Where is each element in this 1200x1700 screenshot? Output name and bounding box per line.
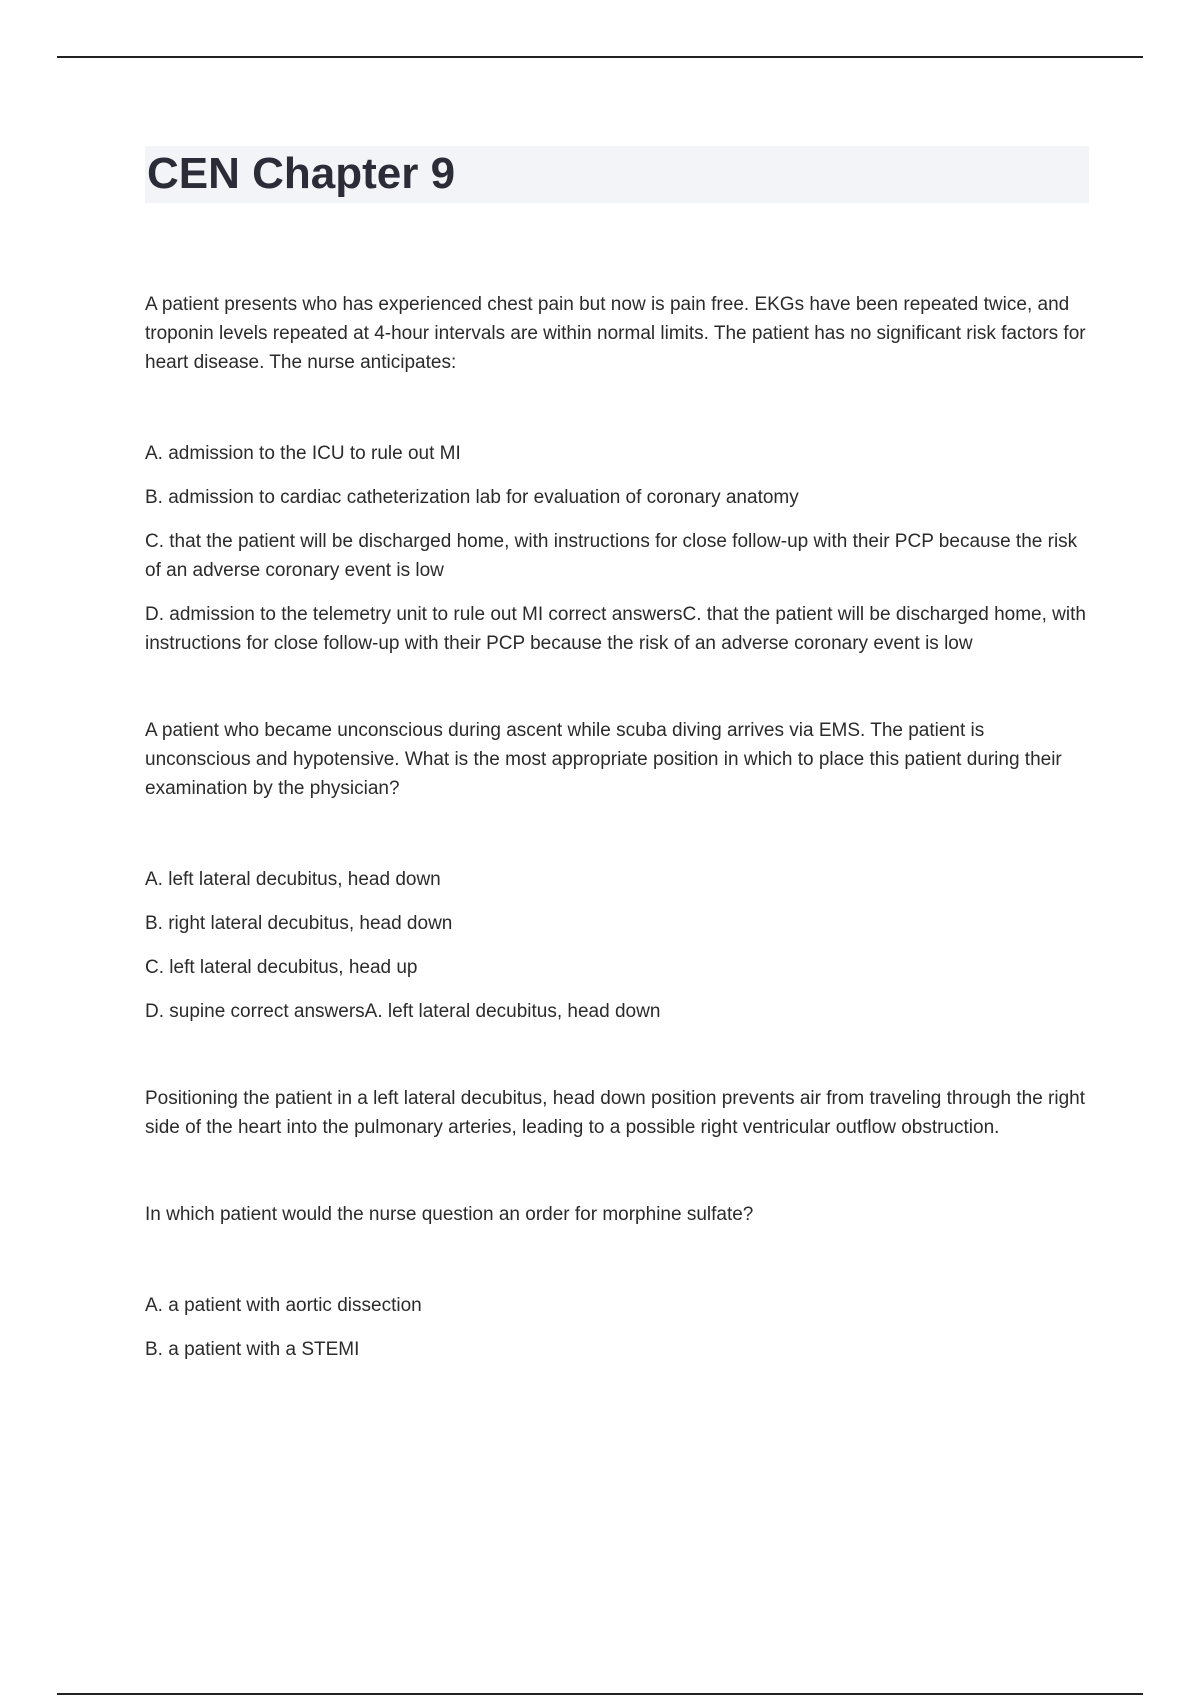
- answer-option: C. left lateral decubitus, head up: [145, 957, 418, 978]
- answer-options: [145, 1291, 1090, 1364]
- answer-option: D. admission to the telemetry unit to rule out MI correct answersC. that the patient will be discharged home, with instructions for close follow-up with their PCP because the risk of an adverse coronary event is low: [145, 604, 1086, 654]
- page-title: CEN Chapter 9: [147, 149, 456, 198]
- answer-option: C. that the patient will be discharged home, with instructions for close follow-up with their PCP because the risk of an adverse coronary event is low: [145, 531, 1078, 581]
- answer-option: A. left lateral decubitus, head down: [145, 869, 441, 890]
- header-rule: [57, 56, 1143, 58]
- answer-option: B. right lateral decubitus, head down: [145, 913, 453, 934]
- answer-options: [145, 439, 1090, 658]
- answer-option: A. admission to the ICU to rule out MI: [145, 443, 461, 464]
- answer-option: A. a patient with aortic dissection: [145, 1295, 422, 1316]
- footer-rule: [57, 1693, 1143, 1695]
- question-stem: In which patient would the nurse question an order for morphine sulfate?: [145, 1204, 754, 1225]
- question-block: [145, 716, 1090, 1142]
- answer-option: B. admission to cardiac catheterization lab for evaluation of coronary anatomy: [145, 487, 799, 508]
- document-body: [145, 290, 1090, 1379]
- answer-explanation: Positioning the patient in a left lateral decubitus, head down position prevents air from traveling through the right side of the heart into the pulmonary arteries, leading to a possible right ventricular outflow obstruction.: [145, 1088, 1086, 1138]
- question-block: [145, 290, 1090, 658]
- answer-options: [145, 865, 1090, 1026]
- answer-option: B. a patient with a STEMI: [145, 1339, 360, 1360]
- question-block: [145, 1200, 1090, 1364]
- answer-option: D. supine correct answersA. left lateral decubitus, head down: [145, 1001, 661, 1022]
- question-stem: A patient presents who has experienced chest pain but now is pain free. EKGs have been repeated twice, and troponin levels repeated at 4-hour intervals are within normal limits. The patient has no significant risk factors for heart disease. The nurse anticipates:: [145, 294, 1086, 373]
- question-stem: A patient who became unconscious during ascent while scuba diving arrives via EMS. The patient is unconscious and hypotensive. What is the most appropriate position in which to place this patient during their examination by the physician?: [145, 720, 1062, 799]
